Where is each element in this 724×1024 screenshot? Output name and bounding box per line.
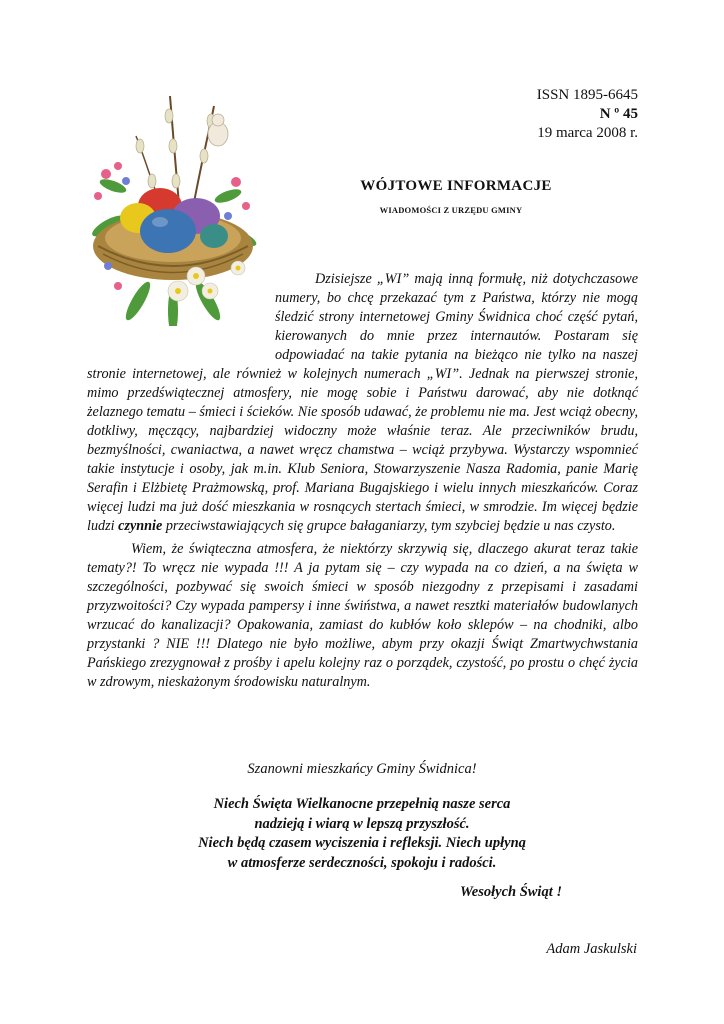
greeting: Szanowni mieszkańcy Gminy Świdnica! xyxy=(247,761,477,777)
article-body xyxy=(87,270,638,692)
paragraph-1-end: przeciwstawiających się grupce bałaganiarzy, tym szybciej będzie u nas czysto. xyxy=(165,518,616,534)
wish-line: nadzieją i wiarą w lepszą przyszłość. xyxy=(254,815,470,832)
issue-date: 19 marca 2008 r. xyxy=(537,125,638,141)
illustration-space xyxy=(87,270,275,354)
wish-line: Niech będą czasem wyciszenia i refleksji. Niech upłyną xyxy=(198,835,526,851)
masthead xyxy=(537,86,638,143)
page-title: WÓJTOWE INFORMACJE xyxy=(360,178,552,194)
page-subtitle: WIADOMOŚCI Z URZĘDU GMINY xyxy=(379,205,523,215)
signature: Adam Jaskulski xyxy=(546,941,637,957)
issn-label: ISSN 1895-6645 xyxy=(536,87,638,103)
paragraph-1-bold: czynnie xyxy=(118,518,163,534)
wish-line: w atmosferze serdeczności, spokoju i radości. xyxy=(227,854,497,871)
wish-line: Niech Święta Wielkanocne przepełnią nasze serca xyxy=(213,796,511,812)
easter-wishes xyxy=(0,795,724,873)
issue-number: N º 45 xyxy=(599,106,638,122)
wesolych-swiat: Wesołych Świąt ! xyxy=(459,884,562,900)
paragraph-1-text: Dzisiejsze „WI” mają inną formułę, niż dotychczasowe numery, bo chcę przekazać tym z Państwa, którzy nie mogą śledzić strony internetowej Gminy Świdnica choć część pytań, kierowanych do mnie przez internautów. Postaram się odpowiadać na takie pytania na bieżąco nie tylko na naszej stronie internetowej, ale również w kolejnych numerach „WI”. Jednak na pierwszej stronie, mimo przedświątecznej atmosfery, nie mogę sobie i Państwu darować, aby nie dotknąć żelaznego tematu – śmieci i ścieków. Nie sposób udawać, że problemu nie ma. Jest wciąż obecny, dotkliwy, męczący, najbardziej widoczny może właśnie teraz. Ale przeciwników brudu, bezmyślności, cwaniactwa, a nawet wręcz chamstwa – wciąż przybywa. Wystarczy wspomnieć takie instytucje i osoby, jak m.in. Klub Seniora, Stowarzyszenie Nasza Radomia, panie Marię Serafin i Elżbietę Prażmowską, prof. Mariana Bugajskiego i wielu innych mieszkańców. Coraz więcej ludzi ma już dość mieszkania w rosnących stertach śmieci, w smrodzie. Im więcej będzie ludzi xyxy=(87,271,638,534)
paragraph-2: Wiem, że świąteczna atmosfera, że niektórzy skrzywią się, dlaczego akurat teraz takie tematy?! To wręcz nie wypada !!! A ja pytam się – czy wypada na co dzień, a na święta w szczególności, pozbywać się swoich śmieci w sposób niezgodny z przepisami i zasadami przyzwoitości? Czy wypada pampersy i inne świństwa, a nawet resztki materiałów budowlanych wrzucać do kanalizacji? Opakowania, zamiast do kubłów koło sklepów – na chodniki, albo przystanki ? NIE !!! Dlatego nie było możliwe, abym przy okazji Świąt Zmartwychwstania Pańskiego zrezygnował z prośby i apelu kolejny raz o porządek, czystość, po prostu o chęć życia w zdrowym, nieskażonym środowisku naturalnym. xyxy=(87,541,638,690)
